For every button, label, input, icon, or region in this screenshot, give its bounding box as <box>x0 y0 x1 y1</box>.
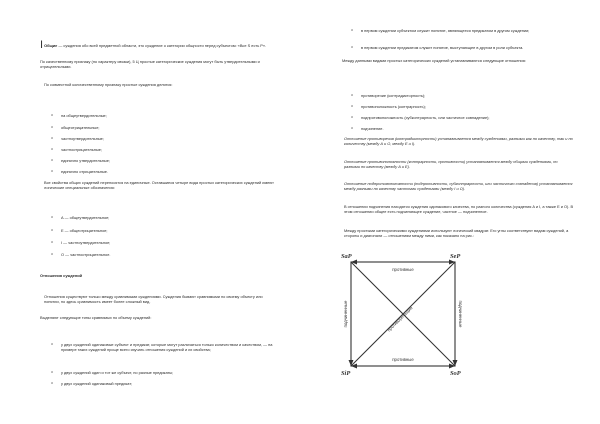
list-item: o у двух суждений один и тот же субъект, но разные предикаты; <box>61 370 275 375</box>
section-title-text: Отношения суждений <box>40 273 83 278</box>
properties-paragraph: Все свойства общих суждений переносятся на единичные. Оставшиеся четыре вида простых категорических суждений имеют логические специальные обозначения: <box>44 180 274 191</box>
contrariety-paragraph: Отношение противоположности (контрарности, противности) устанавливается между общими суждениями, но разными по качеству (между A и E). <box>344 159 558 170</box>
drop-cap: I <box>40 39 44 51</box>
list-item: o подчинение. <box>361 126 571 131</box>
square-intro-paragraph: Между простыми категорическими суждениями используют логический квадрат. Его углы соответствуют видам суждений, а стороны и диагонали — отношениям между ними, как показано на рис.: <box>344 228 569 239</box>
subcontrariety-paragraph: Отношение подпротивоположности (подпротивности, субконтрарности, или частичного совпадения) устанавливается между разными по качеству частными суждениями (между I и O). <box>344 181 573 192</box>
between-paragraph: Между данными видами простых категорических суждений устанавливаются следующие отношения: <box>342 58 526 63</box>
edge-label-left: подчиненные <box>343 300 348 328</box>
corner-label-sep: SeP <box>450 253 461 260</box>
general-text: — суждения обо всей предметной области, это суждение о категории общности перед субъектом: «Все S есть P». <box>57 43 267 48</box>
corner-label-sop: SoP <box>450 370 461 377</box>
list-item: o Е — общеотрицательное; <box>61 228 261 233</box>
corner-label-sip: SiP <box>341 370 351 377</box>
quality-paragraph: По качественному признаку (по характеру связки), 5 Ц простые категорические суждения могут быть утвердительными и отрицательными. <box>40 59 260 70</box>
list-item: o противоречие (контрадикторность); <box>361 93 571 98</box>
list-item: o I — частноутвердительное; <box>61 240 261 245</box>
list-item: o на общеутвердительные; <box>61 113 261 118</box>
arrowhead <box>449 364 455 369</box>
list-item: o единично утвердительные; <box>61 158 261 163</box>
list-item: o частноутвердительные; <box>61 136 261 141</box>
section-title <box>40 273 275 278</box>
list-item: o единично отрицательные. <box>61 169 261 174</box>
list-item: o у двух суждений одинаковые субъект и предикат, которые могут различаться только количеством и качеством, — на примере таких суждений проще всего изучать отношения суждений и их свойства; <box>61 342 275 353</box>
subordination-paragraph: В отношении подчинения находятся суждения одинакового качества, но разного количества (суждения A и I, а также E и O). В этом отношении общее есть подчиняющее суждение, частное — подчиненное. <box>344 204 574 215</box>
list-item: o частноотрицательные; <box>61 147 261 152</box>
edge-label-right: подчиненные <box>458 300 463 328</box>
types-intro-paragraph: Выделяют следующие типы сравнимых по объему суждений: <box>40 315 152 320</box>
arrowhead <box>351 260 357 265</box>
edge-label-top: противные <box>392 267 414 272</box>
logical-square-diagram <box>338 252 468 377</box>
relations-paragraph: Отношения существуют только между сравнимыми суждениями. Суждения бывают сравнимыми по своему объекту или понятии, но здесь сравнимость имеет более сложный вид. <box>44 294 263 305</box>
list-item: o подпротивоположность (субконтрарность, или частичное совпадение); <box>361 115 571 120</box>
edge-label-bottom: противные <box>392 357 414 362</box>
arrowhead <box>449 260 455 265</box>
contradiction-paragraph: Отношение противоречия (контрадикторности) устанавливается между суждениями, разными как по качеству, так и по количеству (между A и O, между E и I). <box>344 136 573 147</box>
arrowhead <box>351 364 357 369</box>
general-judgment-paragraph <box>40 40 275 51</box>
list-item: o О — частноотрицательное. <box>61 252 261 257</box>
list-item: o общеотрицательные; <box>61 125 261 130</box>
list-item: o А — общеутвердительное; <box>61 215 261 220</box>
list-item: o у двух суждений одинаковый предикат; <box>61 381 275 386</box>
list-item: o в первом суждении субъектом служит понятие, являющееся предикатом в другом суждении; <box>361 28 571 33</box>
diagonal-label: противоречащие <box>386 305 414 333</box>
arrowhead <box>453 360 458 366</box>
arrowhead <box>349 360 354 366</box>
general-title: Общие <box>44 43 58 48</box>
list-item: o противоположность (контрарность); <box>361 104 571 109</box>
corner-label-sap: SaP <box>341 253 352 260</box>
combined-paragraph: По совместной количественному признаку простые суждения делятся: <box>44 82 173 87</box>
list-item: o в первом суждении предикатом служит понятие, выступающее в другом в роли субъекта. <box>361 45 571 50</box>
